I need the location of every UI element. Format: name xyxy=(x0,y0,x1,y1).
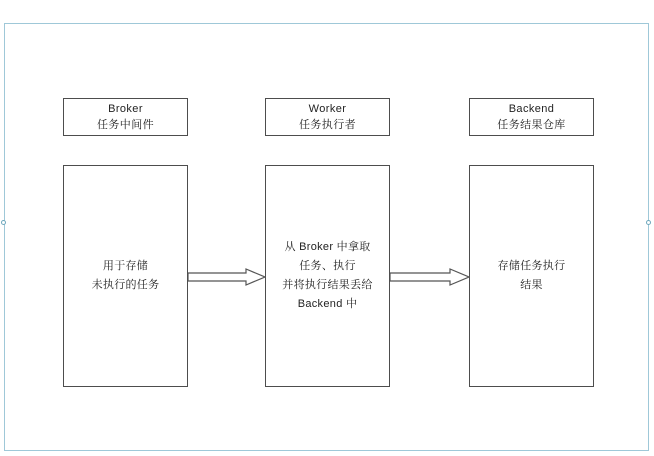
edge-broker-to-worker xyxy=(188,268,266,286)
node-backend-subtitle: 任务结果仓库 xyxy=(497,119,566,131)
node-backend-header[interactable] xyxy=(469,98,594,136)
node-backend-title: Backend xyxy=(508,103,555,115)
node-broker-subtitle: 任务中间件 xyxy=(97,119,154,131)
node-backend-body[interactable] xyxy=(469,165,594,387)
node-worker-body-line-4: Backend 中 xyxy=(297,298,358,310)
node-worker-title: Worker xyxy=(308,103,347,115)
node-worker-body-line-1: 从 Broker 中拿取 xyxy=(284,241,371,253)
node-worker-body-line-3: 并将执行结果丢给 xyxy=(282,279,373,291)
node-worker-body-line-2: 任务、执行 xyxy=(299,260,356,272)
node-worker-body[interactable] xyxy=(265,165,390,387)
node-backend-body-line-2: 结果 xyxy=(520,279,543,291)
edge-worker-to-backend xyxy=(390,268,470,286)
resize-handle-right[interactable] xyxy=(646,220,651,225)
node-worker-subtitle: 任务执行者 xyxy=(299,119,356,131)
node-worker-header[interactable] xyxy=(265,98,390,136)
node-broker-body-line-2: 未执行的任务 xyxy=(91,279,160,291)
node-backend-body-line-1: 存储任务执行 xyxy=(497,260,566,272)
node-broker-body-line-1: 用于存储 xyxy=(102,260,149,272)
node-broker-title: Broker xyxy=(108,103,143,115)
node-broker-body[interactable] xyxy=(63,165,188,387)
resize-handle-left[interactable] xyxy=(1,220,6,225)
node-broker-header[interactable] xyxy=(63,98,188,136)
